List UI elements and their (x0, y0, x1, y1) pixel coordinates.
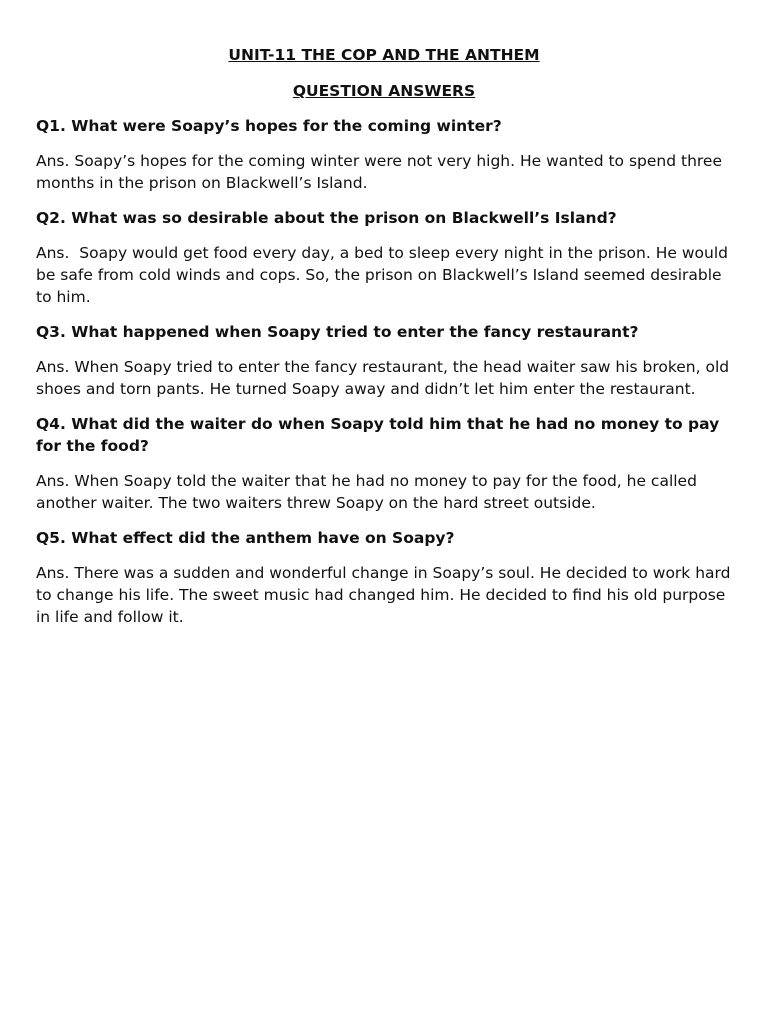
question-1: Q1. What were Soapy’s hopes for the coming winter? (36, 117, 502, 135)
document-subtitle: QUESTION ANSWERS (292, 82, 476, 100)
qa-item-2 (36, 207, 732, 308)
answer-3: Ans. When Soapy tried to enter the fancy restaurant, the head waiter saw his broken, old shoes and torn pants. He turned Soapy away and didn’t let him enter the restaurant. (36, 358, 735, 398)
answer-1: Ans. Soapy’s hopes for the coming winter were not very high. He wanted to spend three months in the prison on Blackwell’s Island. (36, 152, 727, 192)
question-2: Q2. What was so desirable about the prison on Blackwell’s Island? (36, 209, 617, 227)
qa-item-1 (36, 115, 732, 194)
question-5: Q5. What effect did the anthem have on Soapy? (36, 529, 455, 547)
qa-item-4 (36, 413, 732, 514)
qa-item-5 (36, 527, 736, 628)
answer-5: Ans. There was a sudden and wonderful change in Soapy’s soul. He decided to work hard to change his life. The sweet music had changed him. He decided to find his old purpose in life and follow it. (36, 564, 736, 626)
question-4: Q4. What did the waiter do when Soapy told him that he had no money to pay for the food? (36, 415, 720, 455)
question-3: Q3. What happened when Soapy tried to enter the fancy restaurant? (36, 323, 639, 341)
answer-2: Ans. Soapy would get food every day, a bed to sleep every night in the prison. He would be safe from cold winds and cops. So, the prison on Blackwell’s Island seemed desirable to him. (36, 244, 733, 306)
qa-item-3 (36, 321, 735, 400)
answer-4: Ans. When Soapy told the waiter that he had no money to pay for the food, he called another waiter. The two waiters threw Soapy on the hard street outside. (36, 472, 702, 512)
document-title: UNIT-11 THE COP AND THE ANTHEM (228, 46, 540, 64)
